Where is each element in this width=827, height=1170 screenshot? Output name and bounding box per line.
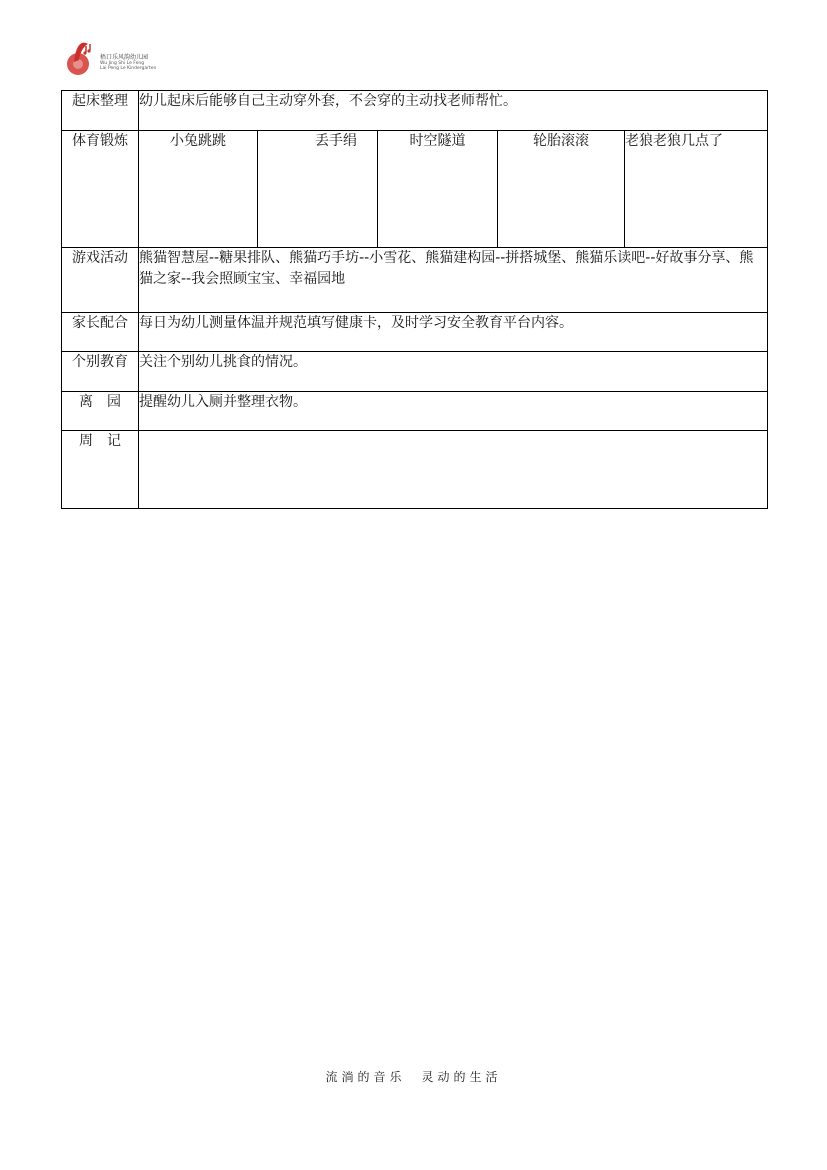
row-label-leave: 离 园 <box>62 392 139 431</box>
kindergarten-logo <box>64 34 174 78</box>
row-parents <box>62 313 768 352</box>
row-content-weekly <box>139 431 768 509</box>
row-label-weekly: 周 记 <box>62 431 139 509</box>
row-content-games: 熊猫智慧屋--糖果排队、熊猫巧手坊--小雪花、熊猫建构园--拼搭城堡、熊猫乐读吧--好故事分享、熊猫之家--我会照顾宝宝、幸福园地 <box>139 248 768 313</box>
row-label-sports: 体育锻炼 <box>62 131 139 248</box>
row-label-individual: 个别教育 <box>62 352 139 392</box>
row-label-parents: 家长配合 <box>62 313 139 352</box>
page-footer: 流淌的音乐 灵动的生活 <box>325 1070 502 1084</box>
row-content-individual: 关注个别幼儿挑食的情况。 <box>139 352 768 392</box>
row-games <box>62 248 768 313</box>
row-label-games: 游戏活动 <box>62 248 139 313</box>
sport-item-3: 时空隧道 <box>378 131 498 248</box>
sport-item-1: 小兔跳跳 <box>139 131 258 248</box>
row-individual <box>62 352 768 392</box>
row-weekly <box>62 431 768 509</box>
logo-text <box>100 54 156 71</box>
row-wake <box>62 91 768 131</box>
row-content-parents: 每日为幼儿测量体温并规范填写健康卡，及时学习安全教育平台内容。 <box>139 313 768 352</box>
row-label-wake: 起床整理 <box>62 91 139 131</box>
daily-plan-table <box>61 90 768 509</box>
row-content-wake: 幼儿起床后能够自己主动穿外套，不会穿的主动找老师帮忙。 <box>139 91 768 131</box>
sport-item-5: 老狼老狼几点了 <box>625 131 768 248</box>
row-content-leave: 提醒幼儿入厕并整理衣物。 <box>139 392 768 431</box>
logo-emblem-icon <box>64 34 104 78</box>
logo-name-en-line1: Wu Jing Shi Le Feng <box>100 61 145 66</box>
row-sports <box>62 131 768 248</box>
sport-item-2: 丢手绢 <box>258 131 378 248</box>
logo-name-cn: 梧口乐风韵幼儿园 <box>100 54 149 61</box>
sport-item-4: 轮胎滚滚 <box>498 131 625 248</box>
logo-name-en-line2: Lai Peng Le Kindergarten <box>100 66 157 71</box>
row-leave <box>62 392 768 431</box>
